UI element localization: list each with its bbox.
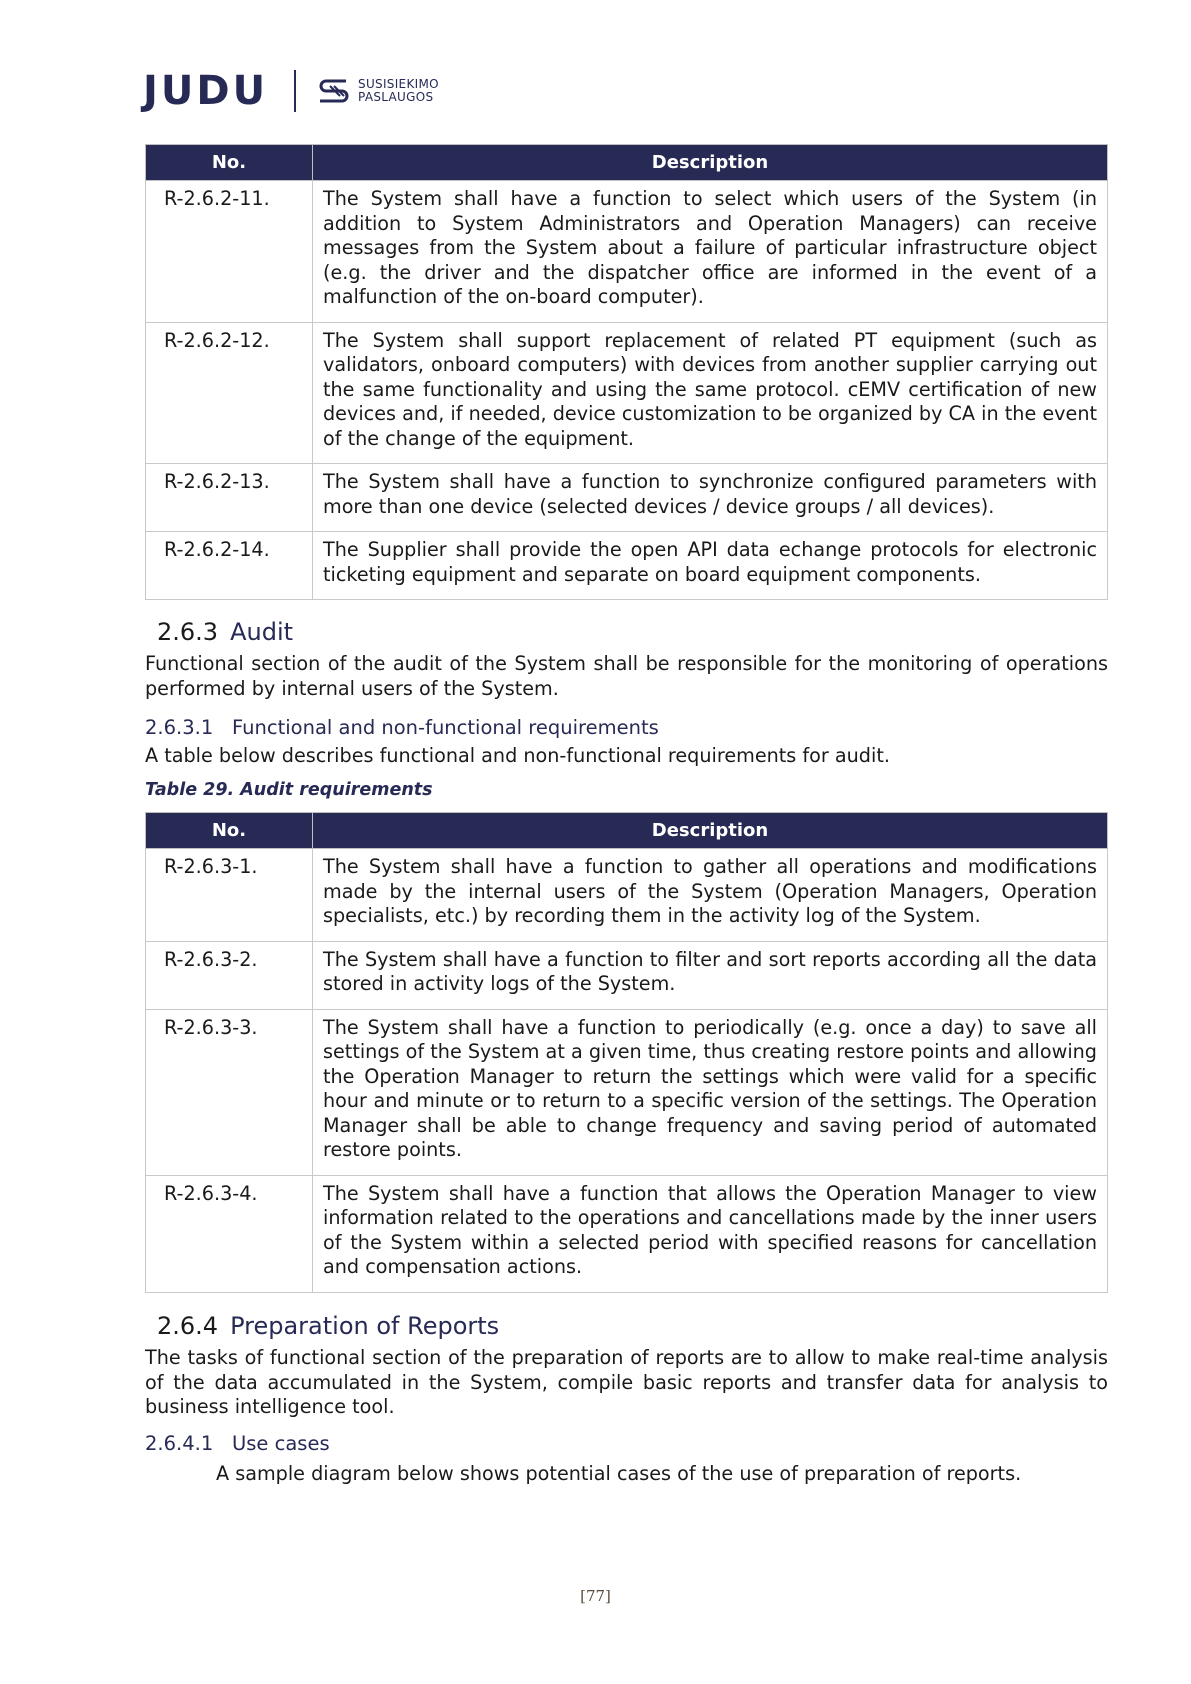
logo-text-line2: PASLAUGOS [358, 90, 434, 104]
judu-logo: JUDU [143, 68, 269, 114]
page-number: [77] [580, 1587, 611, 1605]
section-title: Audit [230, 618, 294, 646]
requirement-description: The System shall have a function to synchronize configured parameters with more than one device (selected devices / device groups / all devices). [313, 464, 1108, 532]
subsection-number: 2.6.4.1 [145, 1432, 214, 1455]
requirement-description: The System shall have a function to gather all operations and modifications made by the internal users of the System (Operation Managers, Operation specialists, etc.) by recording them in the activity log of the System. [313, 849, 1108, 942]
column-header-no: No. [146, 813, 313, 849]
sp-logo-icon [316, 77, 352, 105]
table-row [146, 181, 1108, 323]
table-row [146, 1009, 1108, 1175]
requirements-intro-paragraph: A table below describes functional and non-functional requirements for audit. [145, 744, 890, 767]
table-caption: Table 29. Audit requirements [145, 780, 433, 800]
table-row [146, 532, 1108, 600]
requirement-description: The Supplier shall provide the open API data echange protocols for electronic ticketing equipment and separate on board equipment components. [313, 532, 1108, 600]
audit-intro-paragraph: Functional section of the audit of the System shall be responsible for the monitoring of operations performed by internal users of the System. [145, 652, 1108, 700]
section-title: Preparation of Reports [230, 1312, 500, 1340]
requirement-description: The System shall have a function to filter and sort reports according all the data stored in activity logs of the System. [313, 941, 1108, 1009]
requirement-id: R-2.6.2-13. [146, 464, 313, 532]
section-number: 2.6.4 [157, 1312, 219, 1340]
requirement-id: R-2.6.3-4. [146, 1175, 313, 1292]
section-number: 2.6.3 [157, 618, 219, 646]
column-header-no: No. [146, 145, 313, 181]
column-header-description: Description [313, 145, 1108, 181]
table-row [146, 849, 1108, 942]
susisiekimo-paslaugos-logo [316, 77, 439, 105]
table-row [146, 1175, 1108, 1292]
page-header [143, 70, 439, 112]
table-row [146, 322, 1108, 464]
table-row [146, 464, 1108, 532]
subsection-heading-requirements [145, 716, 659, 739]
audit-requirements-table [145, 812, 1108, 1293]
logo-divider [294, 70, 296, 112]
requirement-id: R-2.6.3-2. [146, 941, 313, 1009]
requirements-table-continued [145, 144, 1108, 600]
requirement-id: R-2.6.2-11. [146, 181, 313, 323]
requirement-description: The System shall have a function to select which users of the System (in addition to System Administrators and Operation Managers) can receive messages from the System about a failure of particular infrastructure object (e.g. the driver and the dispatcher office are informed in the event of a malfunction of the on-board computer). [313, 181, 1108, 323]
requirement-id: R-2.6.2-14. [146, 532, 313, 600]
table-row [146, 941, 1108, 1009]
subsection-title: Functional and non-functional requirements [232, 716, 659, 739]
section-heading-reports [157, 1312, 499, 1340]
subsection-number: 2.6.3.1 [145, 716, 214, 739]
requirement-id: R-2.6.3-3. [146, 1009, 313, 1175]
requirement-id: R-2.6.3-1. [146, 849, 313, 942]
reports-intro-paragraph: The tasks of functional section of the preparation of reports are to allow to make real-time analysis of the data accumulated in the System, compile basic reports and transfer data for analysis to business intelligence tool. [145, 1346, 1108, 1418]
subsection-heading-use-cases [145, 1432, 330, 1455]
requirement-description: The System shall have a function that allows the Operation Manager to view information related to the operations and cancellations made by the inner users of the System within a selected period with specified reasons for cancellation and compensation actions. [313, 1175, 1108, 1292]
requirement-description: The System shall support replacement of related PT equipment (such as validators, onboard computers) with devices from another supplier carrying out the same functionality and using the same protocol. cEMV certification of new devices and, if needed, device customization to be organized by CA in the event of the change of the equipment. [313, 322, 1108, 464]
requirement-id: R-2.6.2-12. [146, 322, 313, 464]
use-cases-intro-paragraph: A sample diagram below shows potential cases of the use of preparation of reports. [216, 1462, 1022, 1485]
column-header-description: Description [313, 813, 1108, 849]
subsection-title: Use cases [232, 1432, 330, 1455]
requirement-description: The System shall have a function to periodically (e.g. once a day) to save all settings of the System at a given time, thus creating restore points and allowing the Operation Manager to return the settings which were valid for a specific hour and minute or to return to a specific version of the settings. The Operation Manager shall be able to change frequency and saving period of automated restore points. [313, 1009, 1108, 1175]
logo-text-line1: SUSISIEKIMO [358, 77, 439, 91]
section-heading-audit [157, 618, 293, 646]
